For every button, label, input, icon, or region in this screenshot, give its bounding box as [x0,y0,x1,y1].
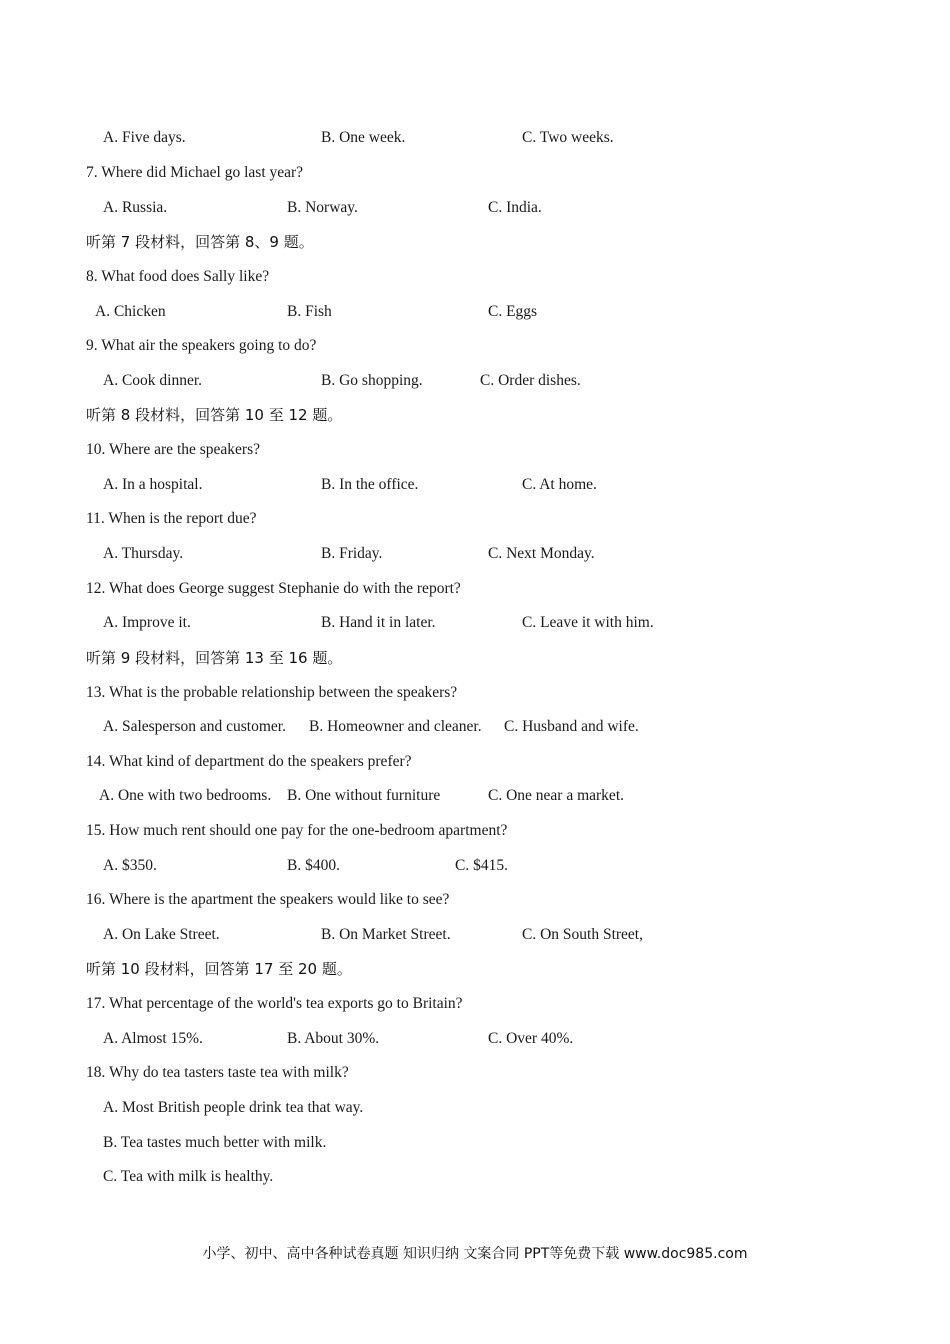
option: A. Most British people drink tea that way. [103,1099,364,1116]
option: A. Salesperson and customer. [103,718,286,735]
option: A. $350. [103,857,157,874]
option: A. On Lake Street. [103,926,220,943]
question: 9. What air the speakers going to do? [86,337,317,354]
question: 15. How much rent should one pay for the one-bedroom apartment? [86,822,508,839]
option: B. Go shopping. [321,372,423,389]
question: 8. What food does Sally like? [86,268,270,285]
option: B. Tea tastes much better with milk. [103,1134,327,1151]
question: 18. Why do tea tasters taste tea with milk? [86,1064,349,1081]
option: B. Hand it in later. [321,614,436,631]
question: 12. What does George suggest Stephanie do with the report? [86,580,461,597]
option: B. Fish [287,303,332,320]
option: C. Leave it with him. [522,614,654,631]
option: B. Friday. [321,545,383,562]
option: B. Homeowner and cleaner. [309,718,482,735]
question: 16. Where is the apartment the speakers would like to see? [86,891,450,908]
option: C. $415. [455,857,508,874]
section-heading: 听第 9 段材料，回答第 13 至 16 题。 [86,649,343,667]
option: C. Next Monday. [488,545,595,562]
option: B. In the office. [321,476,419,493]
option: A. Improve it. [103,614,191,631]
option: B. One without furniture [287,787,441,804]
option: C. Two weeks. [522,129,614,146]
option: C. India. [488,199,542,216]
question: 11. When is the report due? [86,510,257,527]
option: B. Norway. [287,199,358,216]
option: A. One with two bedrooms. [99,787,272,804]
option: A. In a hospital. [103,476,203,493]
option: C. Husband and wife. [504,718,639,735]
option: B. On Market Street. [321,926,451,943]
option: B. $400. [287,857,340,874]
option: B. About 30%. [287,1030,380,1047]
section-heading: 听第 10 段材料，回答第 17 至 20 题。 [86,960,352,978]
option: C. One near a market. [488,787,624,804]
option: C. Order dishes. [480,372,581,389]
option: C. On South Street, [522,926,643,943]
option: A. Five days. [103,129,186,146]
option: C. Over 40%. [488,1030,574,1047]
option: A. Cook dinner. [103,372,203,389]
option: A. Almost 15%. [103,1030,203,1047]
section-heading: 听第 7 段材料，回答第 8、9 题。 [86,233,314,251]
question: 14. What kind of department do the speakers prefer? [86,753,412,770]
question: 13. What is the probable relationship between the speakers? [86,684,458,701]
option: C. Tea with milk is healthy. [103,1168,274,1185]
page-footer: 小学、初中、高中各种试卷真题 知识归纳 文案合同 PPT等免费下载 www.doc985.com [202,1246,748,1262]
option: B. One week. [321,129,406,146]
question: 7. Where did Michael go last year? [86,164,304,181]
option: C. Eggs [488,303,538,320]
section-heading: 听第 8 段材料，回答第 10 至 12 题。 [86,406,343,424]
question: 10. Where are the speakers? [86,441,260,458]
option: A. Thursday. [103,545,184,562]
option: A. Russia. [103,199,168,216]
option: A. Chicken [95,303,166,320]
option: C. At home. [522,476,597,493]
question: 17. What percentage of the world's tea exports go to Britain? [86,995,463,1012]
